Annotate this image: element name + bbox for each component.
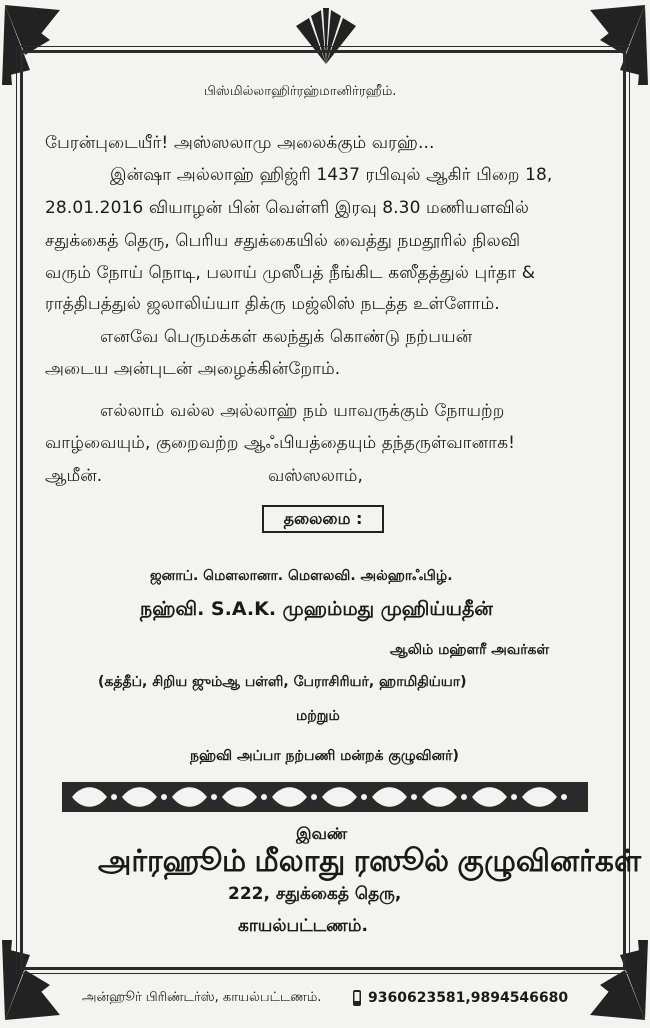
body-line: எனவே பெருமக்கள் கலந்துக் கொண்டு நற்பயன்	[100, 327, 473, 347]
chair-roles: (கத்தீப், சிறிய ஜும்ஆ பள்ளி, பேராசிரியர், ஹாமிதிய்யா)	[98, 674, 467, 690]
wassalam-text: வஸ்ஸலாம்,	[268, 466, 363, 486]
body-line: வாழ்வையும், குறைவற்ற ஆஃபியத்தையும் தந்தருள்வானாக!	[45, 433, 515, 453]
phone-icon	[352, 990, 362, 1006]
chair-name: நஹ்வி. S.A.K. முஹம்மது முஹிய்யதீன்	[140, 598, 493, 620]
body-line: வரும் நோய் நொடி, பலாய் முஸீபத் நீங்கிட கஸீதத்துல் புர்தா &	[45, 263, 536, 283]
ivan-text: இவண்	[296, 824, 348, 843]
group-name: நஹ்வி அப்பா நற்பணி மன்றக் குழுவினர்)	[190, 748, 459, 764]
bismillah-heading: பிஸ்மில்லாஹிர்ரஹ்மானிர்ரஹீம்.	[204, 84, 397, 99]
chair-title: ஆலிம் மஹ்ளரீ அவர்கள்	[390, 642, 550, 658]
chair-label: தலைமை :	[283, 508, 363, 528]
address-line-1: 222, சதுக்கைத் தெரு,	[228, 884, 402, 904]
body-line: இன்ஷா அல்லாஹ் ஹிஜ்ரி 1437 ரபிவுல் ஆகிர் பிறை 18,	[110, 165, 553, 185]
amin-text: ஆமீன்.	[45, 466, 103, 486]
organizer-name: அர்ரஹூம் மீலாது ரஸூல் குழுவினர்கள்	[98, 845, 642, 878]
body-line: அடைய அன்புடன் அழைக்கின்றோம்.	[45, 359, 341, 379]
phone-numbers: 9360623581,9894546680	[368, 990, 569, 1006]
body-line: ராத்திபத்துல் ஜலாலிய்யா திக்ரு மஜ்லிஸ் நடத்த உள்ளோம்.	[45, 294, 500, 314]
body-line: 28.01.2016 வியாழன் பின் வெள்ளி இரவு 8.30 மணியளவில்	[45, 198, 529, 218]
chair-label-box	[262, 505, 384, 533]
floral-divider-ornament	[62, 782, 588, 812]
chair-honorific: ஜனாப். மௌலானா. மௌலவி. அல்ஹாஃபிழ்.	[150, 568, 453, 584]
greeting-line: பேரன்புடையீர்! அஸ்ஸலாமு அலைக்கும் வரஹ்...	[45, 133, 435, 153]
and-text: மற்றும்	[296, 708, 340, 724]
address-line-2: காயல்பட்டணம்.	[238, 916, 368, 936]
printer-name: அன்ஹூர் பிரிண்டர்ஸ், காயல்பட்டணம்.	[82, 990, 322, 1005]
body-line: சதுக்கைத் தெரு, பெரிய சதுக்கையில் வைத்து நமதூரில் நிலவி	[45, 231, 521, 251]
body-line: எல்லாம் வல்ல அல்லாஹ் நம் யாவருக்கும் நோயற்ற	[100, 401, 505, 421]
